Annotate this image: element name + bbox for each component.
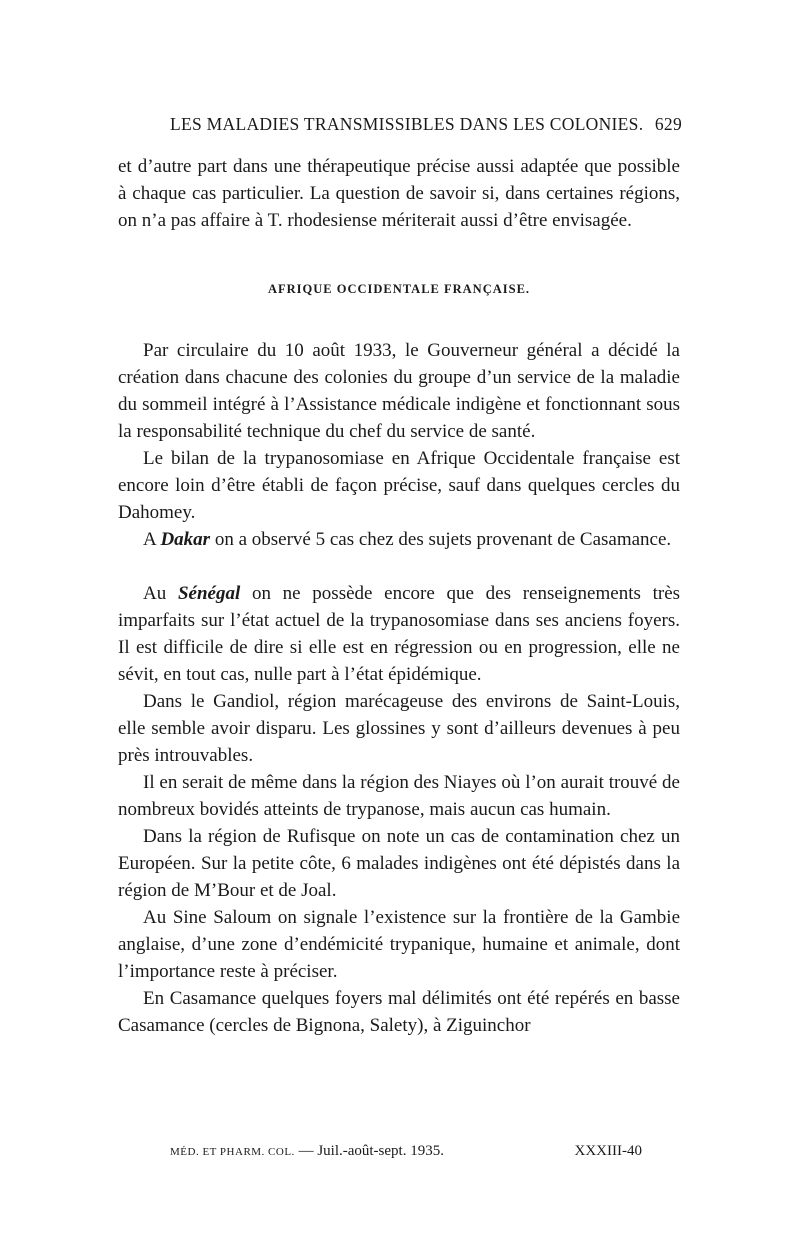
paragraph-sine-saloum: Au Sine Saloum on signale l’existence sur la frontière de la Gambie anglaise, d’une zone d’endémicité trypanique, humaine et animale, dont l’importance reste à préciser. — [118, 907, 680, 982]
footer-journal: MÉD. ET PHARM. COL. — [170, 1146, 295, 1158]
paragraph-bilan: Le bilan de la trypanosomiase en Afrique Occidentale française est encore loin d’être établi de façon précise, sauf dans quelques cercles du Dahomey. — [118, 448, 680, 523]
body-text — [118, 153, 680, 1039]
page-footer — [170, 1143, 642, 1160]
running-header — [170, 114, 682, 135]
paragraph-spacer — [118, 553, 680, 580]
dakar-lead: A — [143, 529, 156, 550]
place-dakar: Dakar — [160, 529, 211, 550]
paragraph-rufisque: Dans la région de Rufisque on note un cas de contamination chez un Européen. Sur la petite côte, 6 malades indigènes ont été dépistés dans la région de M’Bour et de Joal. — [118, 826, 680, 901]
paragraph-niayes: Il en serait de même dans la région des Niayes où l’on aurait trouvé de nombreux bovidés atteints de trypanose, mais aucun cas humain. — [118, 772, 680, 820]
senegal-lead: Au — [143, 583, 167, 604]
paragraph-dakar — [118, 526, 680, 553]
page-number: 629 — [654, 114, 682, 134]
footer-date: Juil.-août-sept. 1935. — [317, 1143, 444, 1159]
dakar-text: on a observé 5 cas chez des sujets provenant de Casamance. — [214, 529, 672, 550]
footer-citation — [170, 1143, 444, 1160]
senegal-text: on ne possède encore que des renseignements très imparfaits sur l’état actuel de la trypanosomiase dans ses anciens foyers. Il est difficile de dire si elle est en régression ou en progression, elle ne sévit, en tout cas, nulle part à l’état épidémique. — [118, 583, 681, 685]
running-title: LES MALADIES TRANSMISSIBLES DANS LES COLONIES. — [170, 114, 644, 134]
section-heading: AFRIQUE OCCIDENTALE FRANÇAISE. — [267, 282, 531, 296]
paragraph-gandiol: Dans le Gandiol, région marécageuse des environs de Saint-Louis, elle semble avoir disparu. Les glossines y sont d’ailleurs devenues à peu près introuvables. — [118, 691, 680, 766]
footer-dash: — — [298, 1143, 314, 1159]
paragraph-senegal — [118, 580, 680, 688]
footer-signature-mark: XXXIII-40 — [574, 1143, 642, 1159]
paragraph-casamance: En Casamance quelques foyers mal délimités ont été repérés en basse Casamance (cercles de Bignona, Salety), à Ziguinchor — [118, 988, 680, 1036]
paragraph-circulaire: Par circulaire du 10 août 1933, le Gouverneur général a décidé la création dans chacune des colonies du groupe d’un service de la maladie du sommeil intégré à l’Assistance médicale indigène et fonctionnant sous la responsabilité technique du chef du service de santé. — [118, 340, 680, 442]
place-senegal: Sénégal — [177, 583, 241, 604]
paragraph-continuation: et d’autre part dans une thérapeutique précise aussi adaptée que possible à chaque cas particulier. La question de savoir si, dans certaines régions, on n’a pas affaire à T. rhodesiense mériterait aussi d’être envisagée. — [118, 156, 680, 231]
